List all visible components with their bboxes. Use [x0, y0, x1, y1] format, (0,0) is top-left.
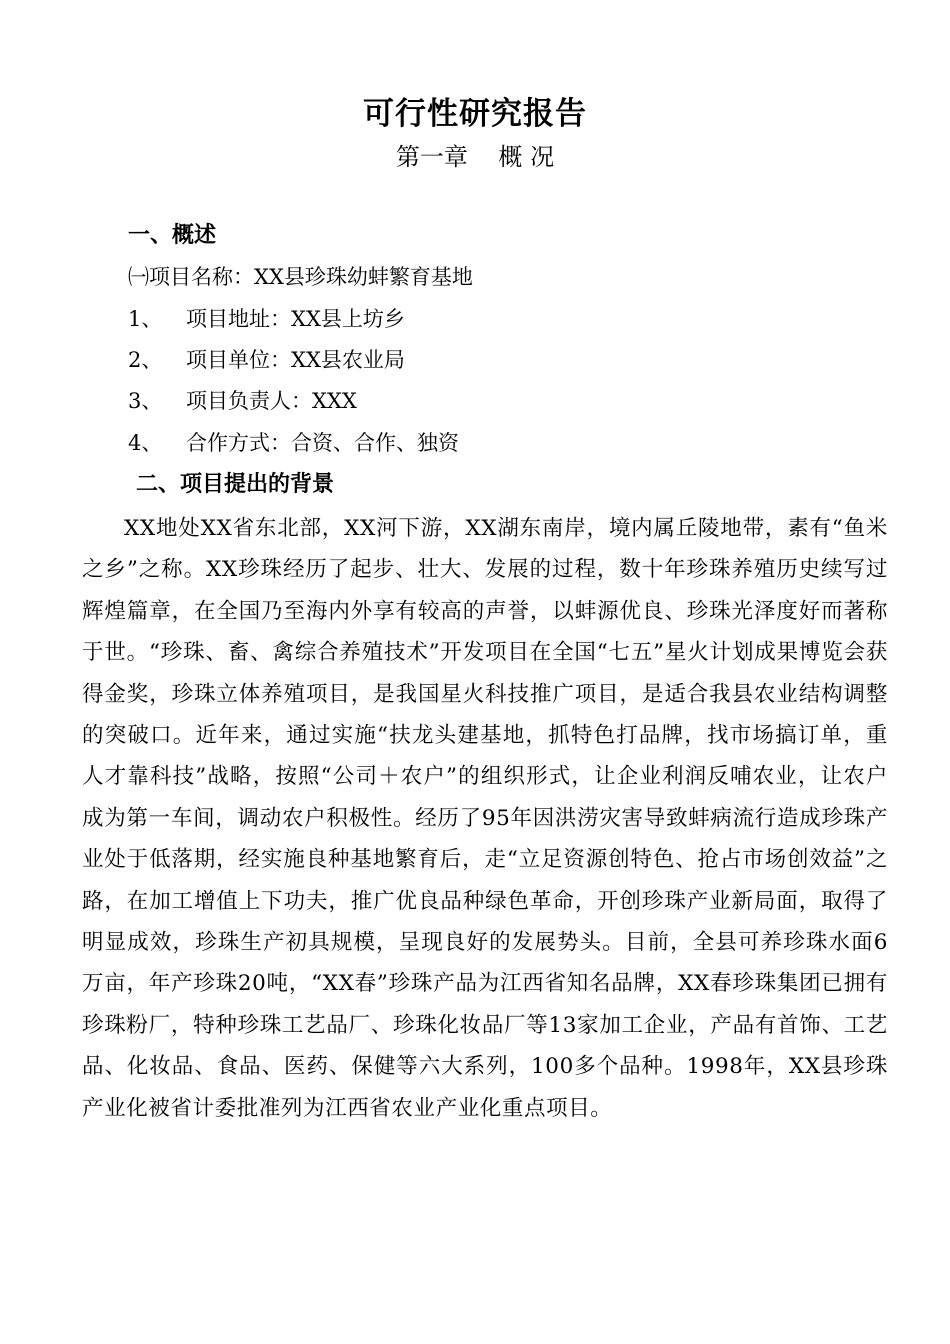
- list-item: [128, 384, 357, 418]
- list-item: [128, 302, 405, 336]
- list-item: [128, 426, 459, 460]
- list-item-text: 项目地址：XX县上坊乡: [186, 307, 405, 331]
- section-heading-overview: 一、概述: [128, 223, 217, 248]
- background-paragraph: XX地处XX省东北部，XX河下游，XX湖东南岸，境内属丘陵地带，素有“鱼米之乡”之称。XX珍珠经历了起步、壮大、发展的过程，数十年珍珠养殖历史续写过辉煌篇章，在全国乃至海内外享有较高的声誉，以蚌源优良、珍珠光泽度好而著称于世。“珍珠、畜、禽综合养殖技术”开发项目在全国“七五”星火计划成果博览会获得金奖，珍珠立体养殖项目，是我国星火科技推广项目，是适合我县农业结构调整的突破口。近年来，通过实施“扶龙头建基地，抓特色打品牌，找市场搞订单，重人才靠科技”战略，按照“公司＋农户”的组织形式，让企业利润反哺农业，让农户成为第一车间，调动农户积极性。经历了95年因洪涝灾害导致蚌病流行造成珍珠产业处于低落期，经实施良种基地繁育后，走“立足资源创特色、抢占市场创效益”之路，在加工增值上下功夫，推广优良品种绿色革命，开创珍珠产业新局面，取得了明显成效，珍珠生产初具规模，呈现良好的发展势头。目前，全县可养珍珠水面6万亩，年产珍珠20吨，“XX春”珍珠产品为江西省知名品牌，XX春珍珠集团已拥有珍珠粉厂，特种珍珠工艺品厂、珍珠化妆品厂等13家加工企业，产品有首饰、工艺品、化妆品、食品、医药、保健等六大系列，100多个品种。1998年，XX县珍珠产业化被省计委批准列为江西省农业产业化重点项目。: [82, 516, 888, 1121]
- list-item-number: ㈠: [128, 265, 149, 289]
- list-item-number: 3、: [128, 389, 163, 413]
- list-item: [128, 343, 405, 377]
- list-item-text: 合作方式：合资、合作、独资: [186, 431, 459, 455]
- section-heading-background: 二、项目提出的背景: [136, 472, 335, 497]
- list-item-text: 项目单位：XX县农业局: [186, 348, 405, 372]
- list-item-number: 1、: [128, 307, 163, 331]
- list-item-text: 项目负责人：XXX: [186, 389, 357, 413]
- list-item-number: 2、: [128, 348, 163, 372]
- chapter-heading: 第一章 概 况: [395, 143, 555, 171]
- list-item-number: 4、: [128, 431, 163, 455]
- document-title: 可行性研究报告: [363, 96, 587, 132]
- list-item-text: 项目名称：XX县珍珠幼蚌繁育基地: [149, 265, 473, 289]
- list-item: [128, 260, 473, 294]
